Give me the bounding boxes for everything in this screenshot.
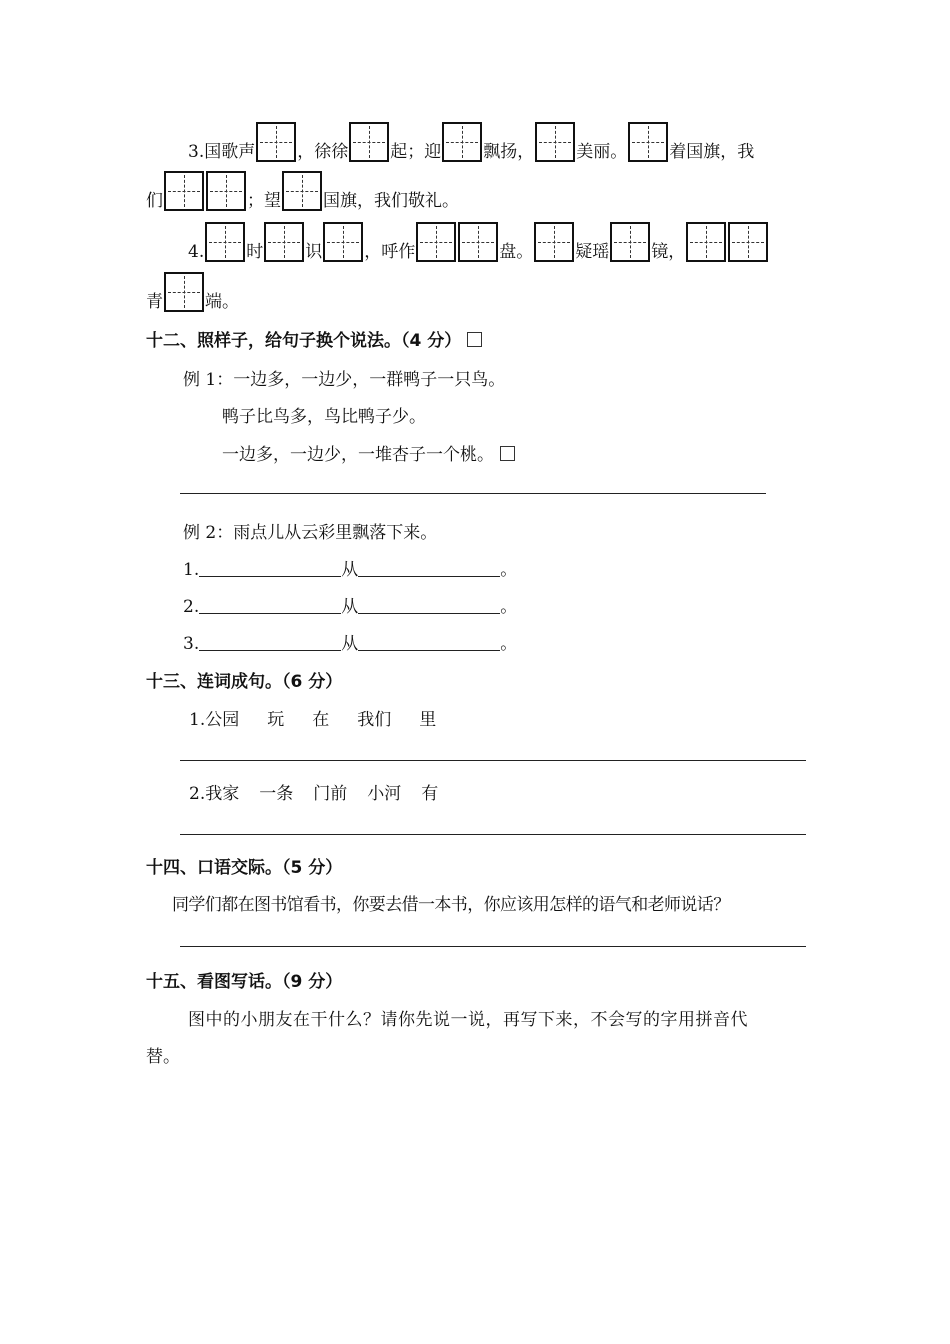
word: 玩 bbox=[267, 710, 285, 730]
tian-grid-box[interactable] bbox=[628, 122, 668, 162]
word: 公园 bbox=[205, 710, 240, 730]
fill-blank[interactable] bbox=[358, 560, 500, 577]
sec13-question-1: 1.公园 玩 在 我们 里 bbox=[189, 705, 464, 730]
tian-grid-box[interactable] bbox=[323, 222, 363, 262]
tian-grid-box[interactable] bbox=[282, 171, 322, 211]
q4-line-2 bbox=[146, 266, 239, 312]
section-14-title: 十四、口语交际。（5 分） bbox=[146, 858, 343, 878]
q4-text-6: 镜， bbox=[651, 242, 686, 262]
q3-number: 3. bbox=[188, 142, 205, 162]
q3-line-1 bbox=[188, 116, 754, 162]
q3-text-1: 国歌声 bbox=[204, 142, 256, 162]
sec15-prompt-line-1: 图中的小朋友在干什么？请你先说一说，再写下来，不会写的字用拼音代 bbox=[188, 1010, 748, 1030]
q3-text-3: 起；迎 bbox=[390, 142, 442, 162]
word: 门前 bbox=[313, 784, 348, 804]
q3-text-5: 美丽。 bbox=[576, 142, 628, 162]
sec12-fill-item-2: 2. 从 。 bbox=[183, 597, 518, 617]
fill-blank[interactable] bbox=[199, 597, 341, 614]
section-15-title: 十五、看图写话。（9 分） bbox=[146, 972, 343, 992]
sec15-prompt-line-2: 替。 bbox=[146, 1047, 180, 1067]
q4-text-2: 识 bbox=[305, 242, 323, 262]
fill-blank[interactable] bbox=[358, 634, 500, 651]
q3-text-4: 飘扬， bbox=[483, 142, 535, 162]
answer-line[interactable] bbox=[180, 834, 806, 835]
word: 在 bbox=[312, 710, 330, 730]
tian-grid-box[interactable] bbox=[206, 171, 246, 211]
tian-grid-box[interactable] bbox=[610, 222, 650, 262]
q4-text-8: 端。 bbox=[205, 292, 239, 312]
fill-blank[interactable] bbox=[358, 597, 500, 614]
tian-grid-box[interactable] bbox=[256, 122, 296, 162]
sec12-example-2: 例 2：雨点儿从云彩里飘落下来。 bbox=[183, 523, 438, 543]
sec12-example-1-answer: 鸭子比鸟多，鸟比鸭子少。 bbox=[222, 407, 426, 427]
sec12-example-1: 例 1：一边多，一边少，一群鸭子一只鸟。 bbox=[183, 370, 506, 390]
sec12-fill-item-1: 1. 从 。 bbox=[183, 560, 518, 580]
tian-grid-box[interactable] bbox=[349, 122, 389, 162]
q4-text-4: 盘。 bbox=[499, 242, 534, 262]
sec14-prompt: 同学们都在图书馆看书，你要去借一本书，你应该用怎样的语气和老师说话？ bbox=[172, 895, 730, 915]
tian-grid-box[interactable] bbox=[728, 222, 768, 262]
q3-text-8: ；望 bbox=[247, 191, 281, 211]
q3-text-2: ，徐徐 bbox=[297, 142, 349, 162]
tian-grid-box[interactable] bbox=[264, 222, 304, 262]
word: 我们 bbox=[357, 710, 392, 730]
sec13-question-2: 2.我家 一条 门前 小河 有 bbox=[189, 779, 466, 804]
q4-text-1: 时 bbox=[246, 242, 264, 262]
fill-blank[interactable] bbox=[199, 634, 341, 651]
tian-grid-box[interactable] bbox=[686, 222, 726, 262]
word: 一条 bbox=[259, 784, 294, 804]
q4-text-7: 青 bbox=[146, 292, 163, 312]
q3-line-2 bbox=[146, 165, 459, 211]
tian-grid-box[interactable] bbox=[416, 222, 456, 262]
q4-number: 4. bbox=[188, 242, 205, 262]
tian-grid-box[interactable] bbox=[458, 222, 498, 262]
fill-blank[interactable] bbox=[199, 560, 341, 577]
answer-line[interactable] bbox=[180, 946, 806, 947]
q4-text-3: ，呼作 bbox=[364, 242, 416, 262]
sec12-example-1-prompt: 一边多，一边少，一堆杏子一个桃。 bbox=[222, 440, 515, 465]
tian-grid-box[interactable] bbox=[534, 222, 574, 262]
word: 小河 bbox=[367, 784, 402, 804]
q3-text-7: 们 bbox=[146, 191, 163, 211]
tian-grid-box[interactable] bbox=[164, 171, 204, 211]
section-12-title: 十二、照样子，给句子换个说法。（4 分） bbox=[146, 326, 482, 351]
answer-line[interactable] bbox=[180, 760, 806, 761]
sec12-fill-item-3: 3. 从 。 bbox=[183, 634, 518, 654]
tian-grid-box[interactable] bbox=[535, 122, 575, 162]
tian-grid-box[interactable] bbox=[442, 122, 482, 162]
q3-text-9: 国旗，我们敬礼。 bbox=[323, 191, 459, 211]
q4-line-1 bbox=[188, 216, 769, 262]
q3-text-6: 着国旗，我 bbox=[669, 142, 755, 162]
word: 里 bbox=[419, 710, 437, 730]
tian-grid-box[interactable] bbox=[205, 222, 245, 262]
checkbox-icon bbox=[467, 332, 482, 347]
word: 我家 bbox=[205, 784, 240, 804]
section-13-title: 十三、连词成句。（6 分） bbox=[146, 672, 343, 692]
q4-text-5: 疑瑶 bbox=[575, 242, 610, 262]
checkbox-icon bbox=[500, 446, 515, 461]
word: 有 bbox=[421, 784, 439, 804]
answer-line[interactable] bbox=[180, 493, 766, 494]
tian-grid-box[interactable] bbox=[164, 272, 204, 312]
